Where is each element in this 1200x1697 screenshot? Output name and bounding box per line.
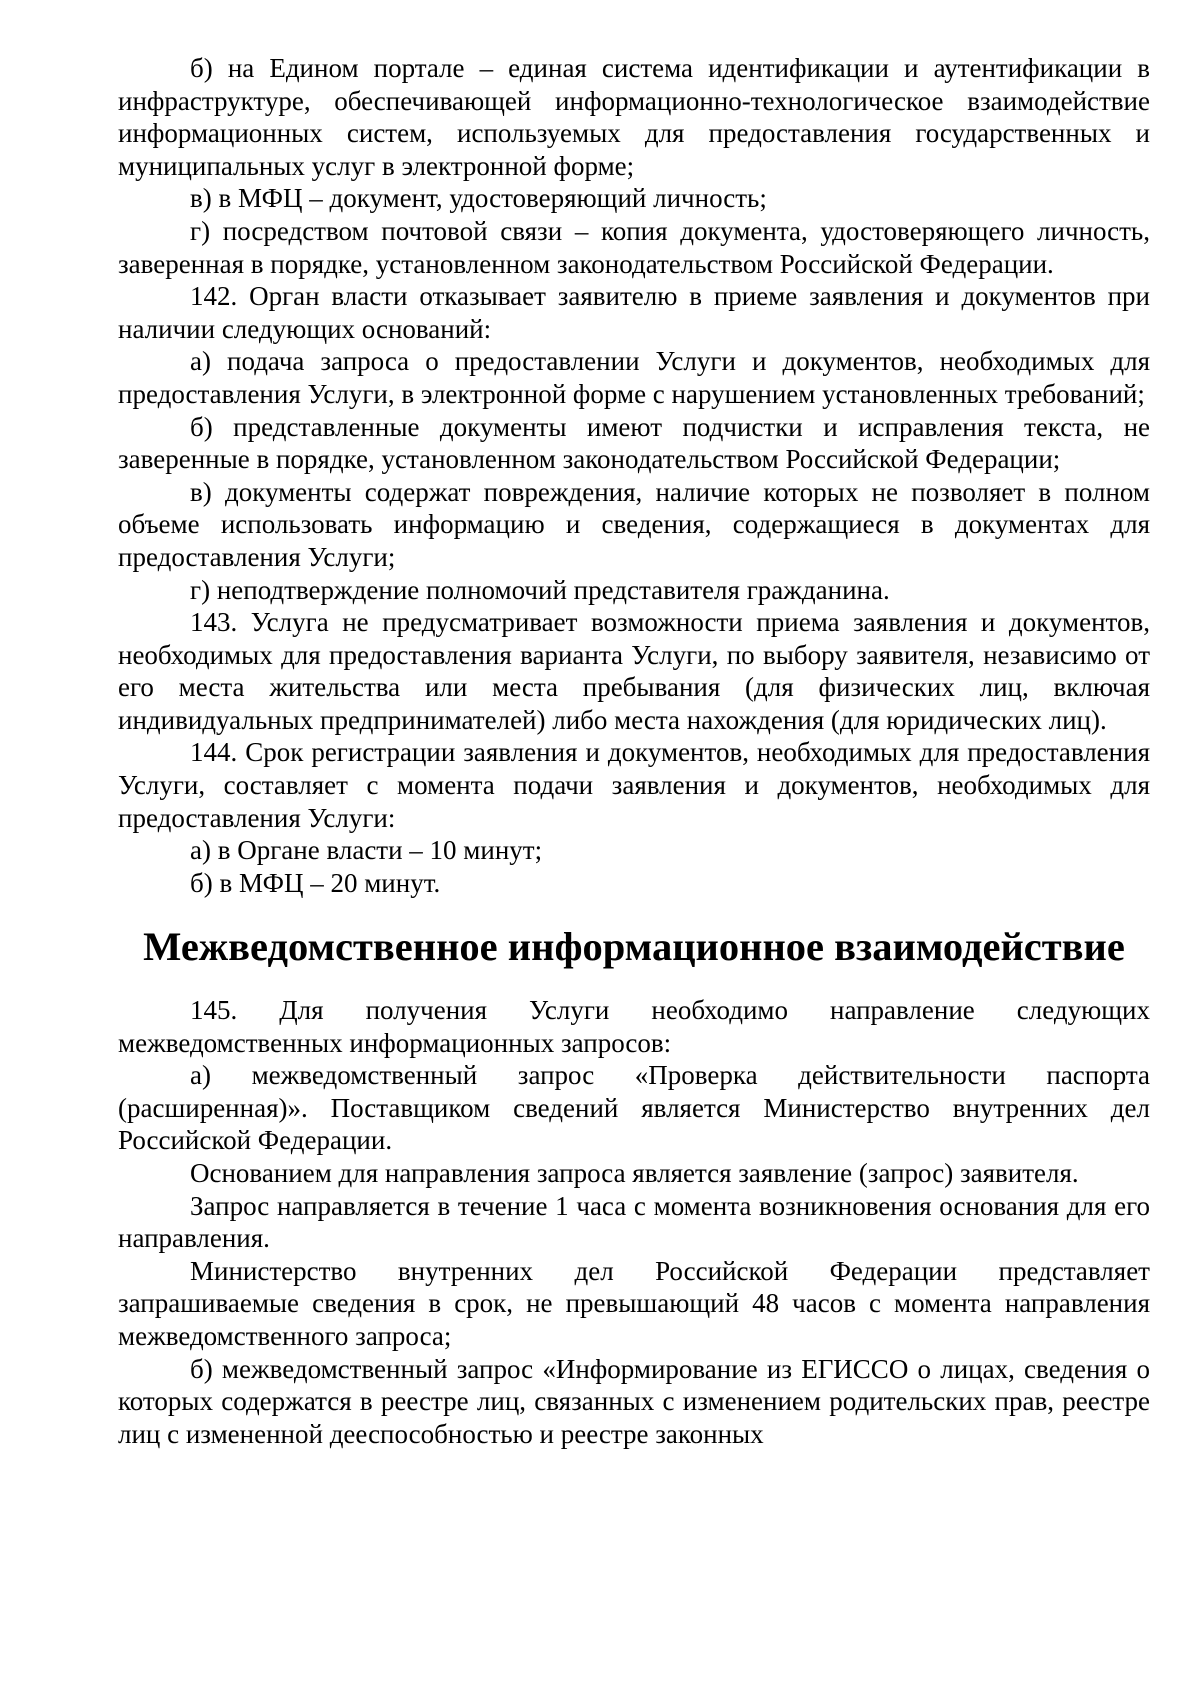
paragraph: г) посредством почтовой связи – копия документа, удостоверяющего личность, заверенная в порядке, установленном законодательством Российской Федерации. [118,215,1150,279]
paragraph: 144. Срок регистрации заявления и документов, необходимых для предоставления Услуги, составляет с момента подачи заявления и документов, необходимых для предоставления Услуги: [118,737,1150,833]
paragraph: г) неподтверждение полномочий представителя гражданина. [190,574,890,605]
paragraph: в) документы содержат повреждения, наличие которых не позволяет в полном объеме использовать информацию и сведения, содержащиеся в документах для предоставления Услуги; [118,476,1150,572]
paragraph: б) межведомственный запрос «Информирование из ЕГИССО о лицах, сведения о которых содержатся в реестре лиц, связанных с изменением родительских прав, реестре лиц с измененной дееспособностью и реестре законных [118,1353,1150,1449]
section-heading: Межведомственное информационное взаимодействие [143,924,1125,970]
paragraph: 142. Орган власти отказывает заявителю в приеме заявления и документов при наличии следующих оснований: [118,281,1150,344]
document-page [118,52,1150,1450]
paragraph: а) в Органе власти – 10 минут; [190,835,543,866]
paragraph: Запрос направляется в течение 1 часа с момента возникновения основания для его направления. [118,1190,1150,1254]
paragraph: 143. Услуга не предусматривает возможности приема заявления и документов, необходимых для предоставления варианта Услуги, по выбору заявителя, независимо от его места жительства или места пребывания (для физических лиц, включая индивидуальных предпринимателей) либо места нахождения (для юридических лиц). [118,607,1150,735]
paragraph: б) представленные документы имеют подчистки и исправления текста, не заверенные в порядке, установленном законодательством Российской Федерации; [118,411,1150,475]
paragraph: а) подача запроса о предоставлении Услуги и документов, необходимых для предоставления Услуги, в электронной форме с нарушением установленных требований; [118,346,1150,409]
paragraph: Министерство внутренних дел Российской Федерации представляет запрашиваемые сведения в срок, не превышающий 48 часов с момента направления межведомственного запроса; [118,1255,1150,1351]
paragraph: Основанием для направления запроса является заявление (запрос) заявителя. [190,1158,1079,1188]
paragraph: а) межведомственный запрос «Проверка действительности паспорта (расширенная)». Поставщиком сведений является Министерство внутренних дел Российской Федерации. [118,1060,1150,1156]
paragraph: б) на Едином портале – единая система идентификации и аутентификации в инфраструктуре, обеспечивающей информационно-технологическое взаимодействие информационных систем, используемых для предоставления государственных и муниципальных услуг в электронной форме; [118,53,1150,181]
paragraph: 145. Для получения Услуги необходимо направление следующих межведомственных информационных запросов: [118,995,1150,1058]
paragraph: в) в МФЦ – документ, удостоверяющий личность; [190,183,767,214]
paragraph: б) в МФЦ – 20 минут. [190,867,441,898]
